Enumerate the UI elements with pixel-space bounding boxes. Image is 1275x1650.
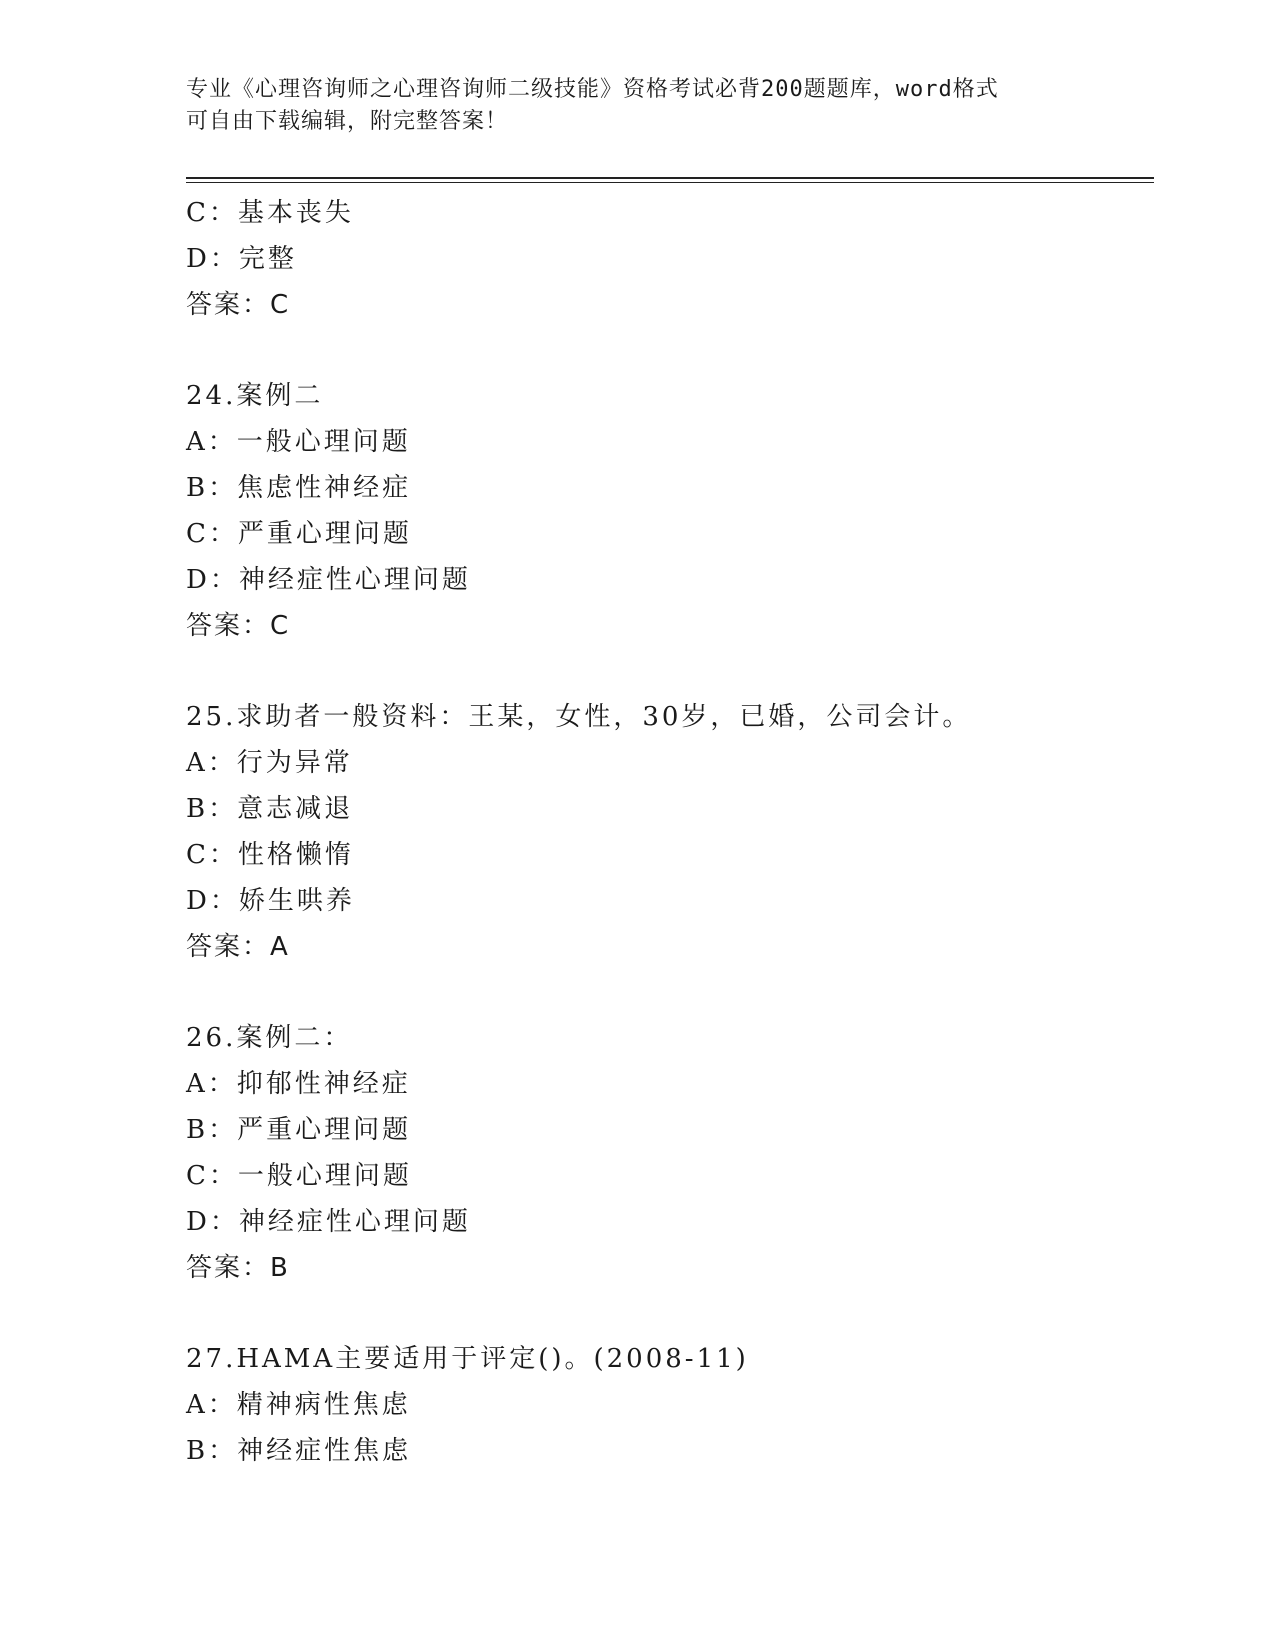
question-block (186, 1015, 1154, 1336)
block-spacer (186, 970, 1154, 1015)
question-stem: 24.案例二 (186, 381, 324, 411)
option-line: B：神经症性焦虑 (186, 1436, 412, 1466)
option-line: A：精神病性焦虑 (186, 1390, 411, 1420)
header-line-1: 专业《心理咨询师之心理咨询师二级技能》资格考试必背200题题库，word格式 (186, 77, 999, 102)
question-block (186, 1336, 1154, 1474)
question-stem: 26.案例二： (186, 1023, 353, 1053)
option-line: B：焦虑性神经症 (186, 473, 412, 503)
block-spacer (186, 649, 1154, 694)
option-line: C：一般心理问题 (186, 1161, 412, 1191)
question-stem: 25.求助者一般资料：王某，女性，30岁，已婚，公司会计。 (186, 702, 972, 732)
answer-line: 答案：A (186, 932, 290, 962)
question-block (186, 373, 1154, 694)
option-line: A：一般心理问题 (186, 427, 411, 457)
option-line: C：基本丧失 (186, 198, 354, 228)
answer-line: 答案：C (186, 290, 291, 320)
option-line: D：神经症性心理问题 (186, 1207, 471, 1237)
option-line: A：抑郁性神经症 (186, 1069, 411, 1099)
answer-line: 答案：B (186, 1253, 290, 1283)
option-line: D：娇生哄养 (186, 886, 355, 916)
question-list (186, 190, 1154, 1474)
question-block (186, 190, 1154, 373)
document-header (186, 74, 1086, 138)
block-spacer (186, 1291, 1154, 1336)
block-spacer (186, 328, 1154, 373)
option-line: D：完整 (186, 244, 297, 274)
answer-line: 答案：C (186, 611, 291, 641)
header-line-2: 可自由下载编辑，附完整答案！ (186, 109, 509, 134)
question-block (186, 694, 1154, 1015)
header-divider-thin (186, 182, 1154, 183)
option-line: D：神经症性心理问题 (186, 565, 471, 595)
option-line: C：性格懒惰 (186, 840, 354, 870)
option-line: A：行为异常 (186, 748, 353, 778)
option-line: C：严重心理问题 (186, 519, 412, 549)
option-line: B：严重心理问题 (186, 1115, 412, 1145)
option-line: B：意志减退 (186, 794, 354, 824)
header-divider-thick (186, 177, 1154, 179)
question-stem: 27.HAMA主要适用于评定()。(2008-11) (186, 1344, 749, 1374)
